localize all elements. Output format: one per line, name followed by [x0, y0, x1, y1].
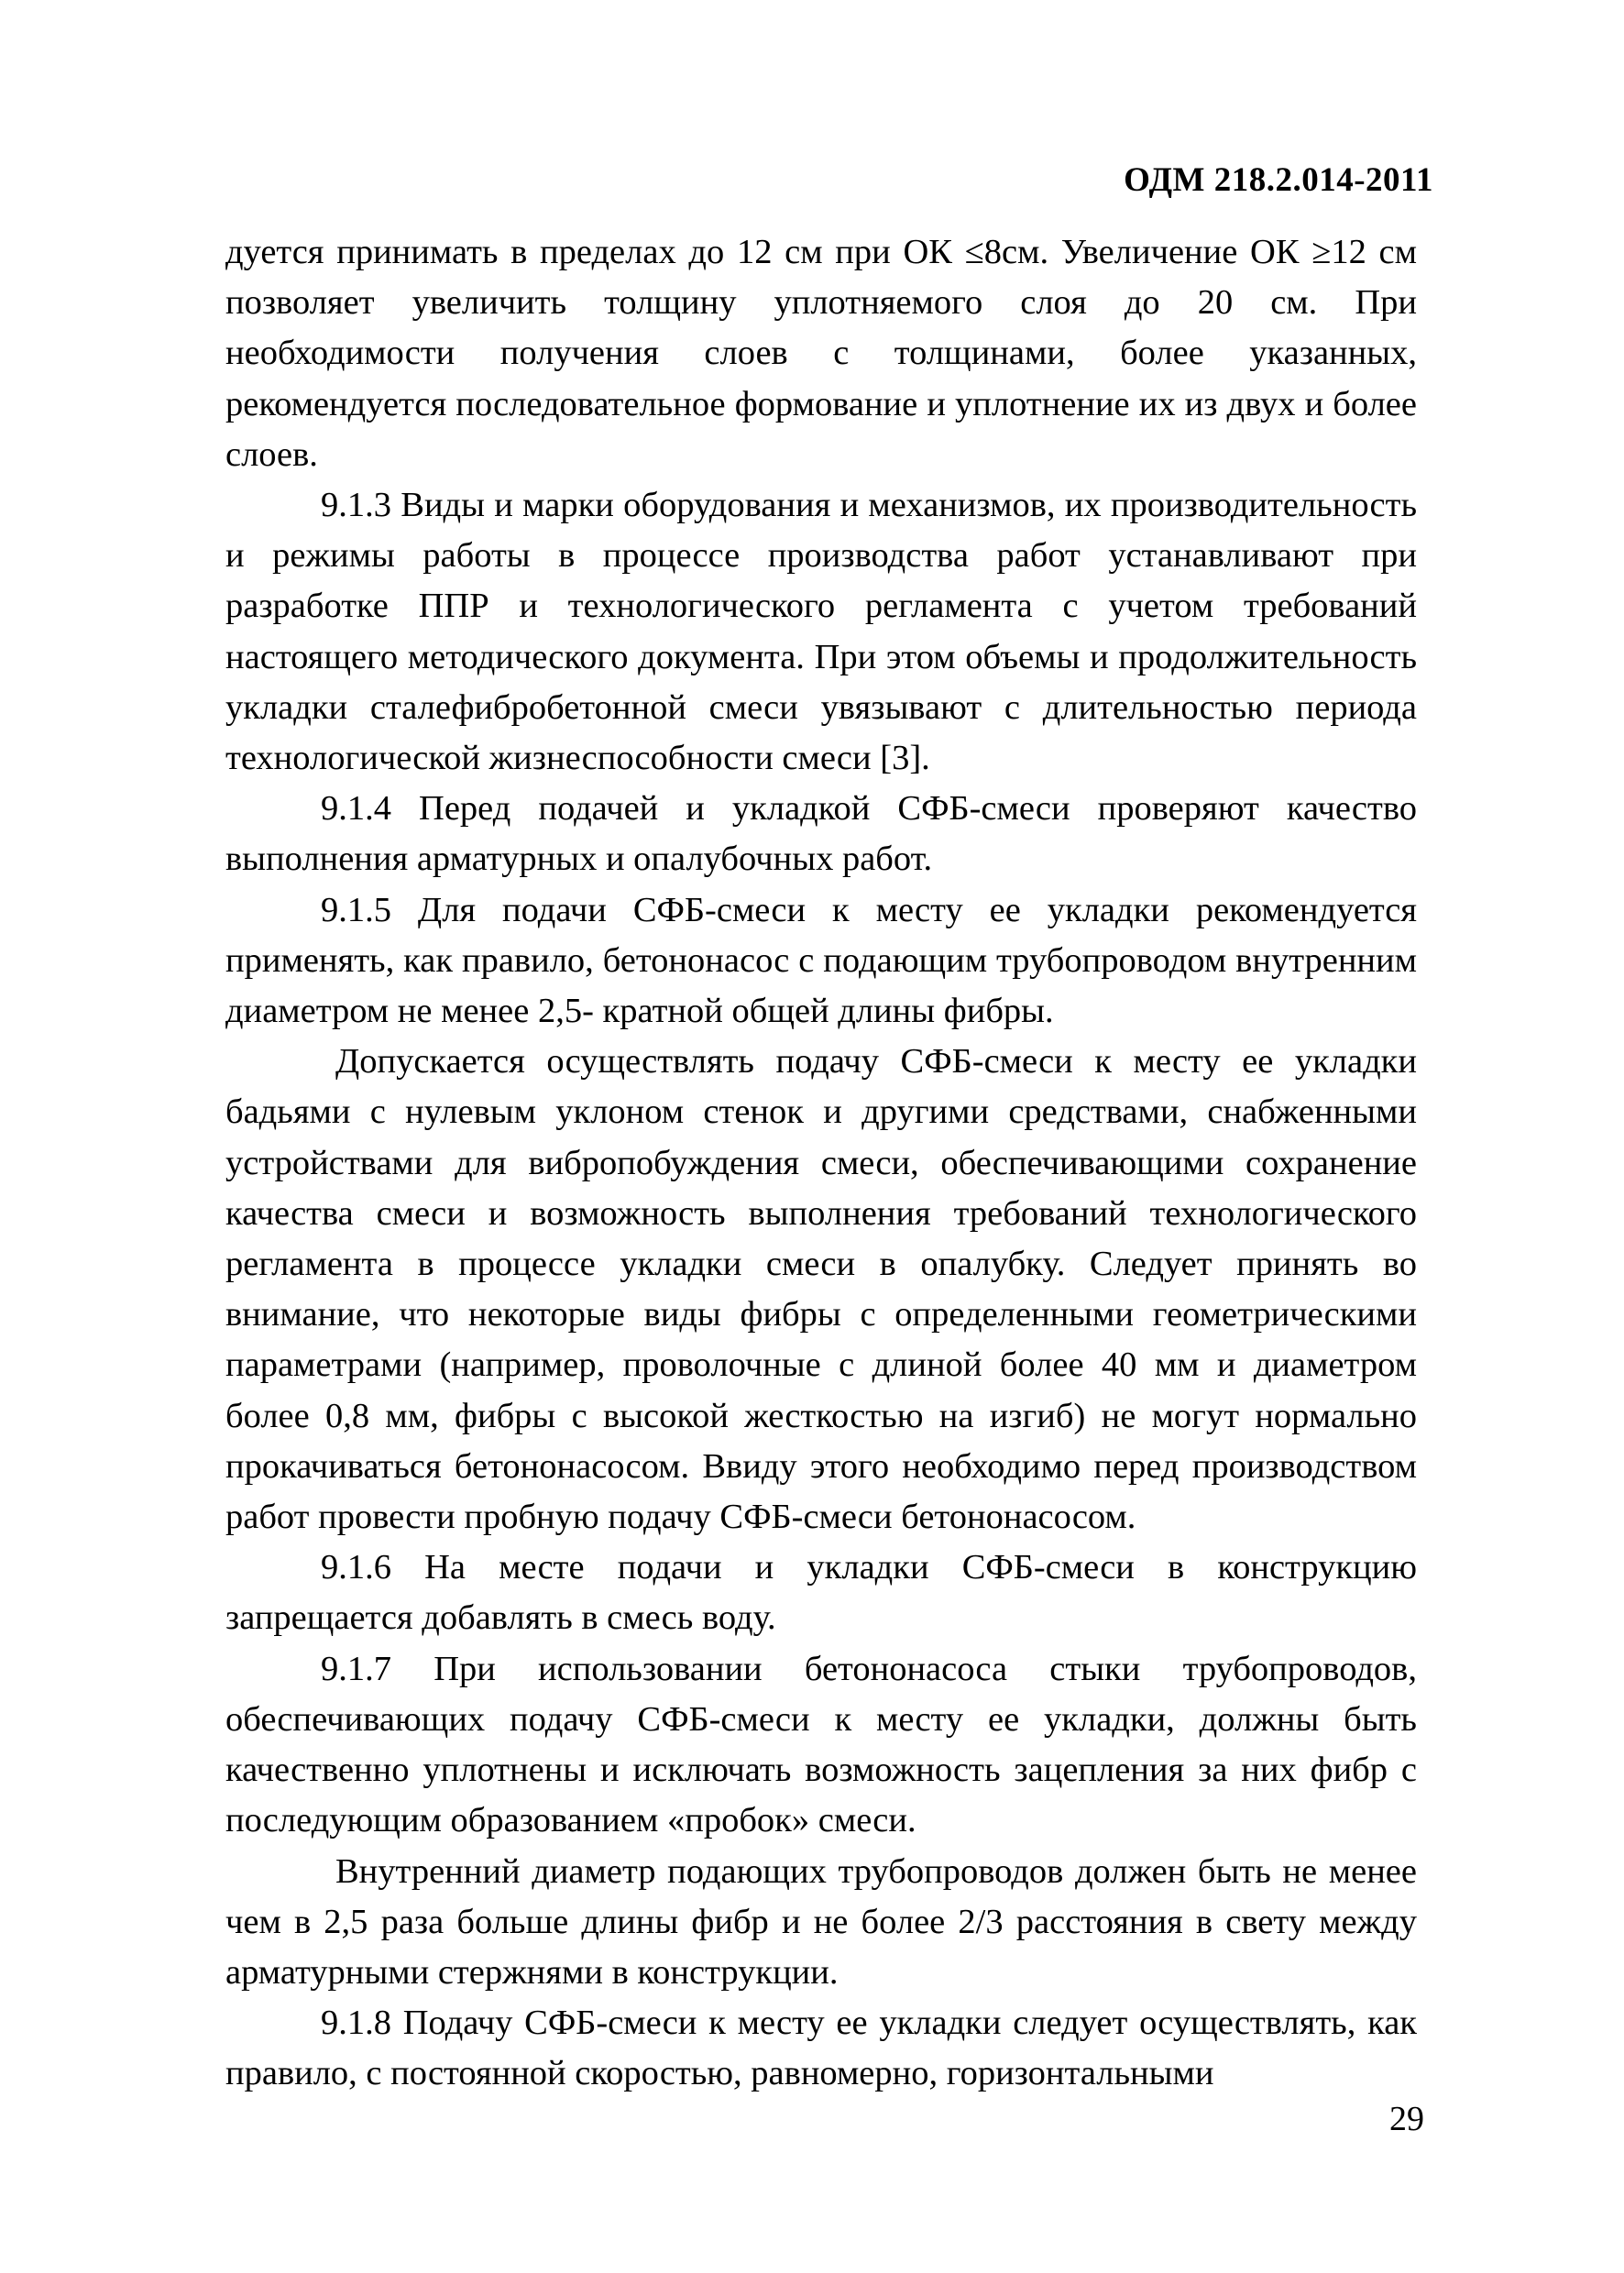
- paragraph-9-1-4: 9.1.4 Перед подачей и укладкой СФБ-смеси проверяют качество выполнения арматурных и опалубочных работ.: [225, 789, 1417, 879]
- page-number: 29: [1389, 2100, 1424, 2138]
- paragraph-9-1-5-note: Допускается осуществлять подачу СФБ-смеси к месту ее укладки бадьями с нулевым уклоном стенок и другими средствами, снабженными устройствами для вибропобуждения смеси, обеспечивающими сохранение качества смеси и возможность выполнения требований технологического регламента в процессе укладки смеси в опалубку. Следует принять во внимание, что некоторые виды фибры с определенными геометрическими параметрами (например, проволочные с длиной более 40 мм и диаметром более 0,8 мм, фибры с высокой жесткостью на изгиб) не могут нормально прокачиваться бетононасосом. Ввиду этого необходимо перед производством работ провести пробную подачу СФБ-смеси бетононасосом.: [225, 1042, 1417, 1537]
- paragraph-9-1-7: 9.1.7 При использовании бетононасоса стыки трубопроводов, обеспечивающих подачу СФБ-смеси к месту ее укладки, должны быть качественно уплотнены и исключать возможность зацепления за них фибр с последующим образованием «пробок» смеси.: [225, 1649, 1417, 1840]
- document-code-header: ОДМ 218.2.014-2011: [1124, 161, 1433, 199]
- paragraph-9-1-5: 9.1.5 Для подачи СФБ-смеси к месту ее укладки рекомендуется применять, как правило, бетононасос с подающим трубопроводом внутренним диаметром не менее 2,5- кратной общей длины фибры.: [225, 890, 1417, 1031]
- paragraph-9-1-7-note: Внутренний диаметр подающих трубопроводов должен быть не менее чем в 2,5 раза больше длины фибр и не более 2/3 расстояния в свету между арматурными стержнями в конструкции.: [225, 1851, 1417, 1992]
- paragraph-9-1-3: 9.1.3 Виды и марки оборудования и механизмов, их производительность и режимы работы в процессе производства работ устанавливают при разработке ППР и технологического регламента с учетом требований настоящего методического документа. При этом объемы и продолжительность укладки сталефибробетонной смеси увязывают с длительностью периода технологической жизнеспособности смеси [3].: [225, 486, 1417, 778]
- paragraph-continuation: дуется принимать в пределах до 12 см при ОК ≤8см. Увеличение ОК ≥12 см позволяет увеличить толщину уплотняемого слоя до 20 см. При необходимости получения слоев с толщинами, более указанных, рекомендуется последовательное формование и уплотнение их из двух и более слоев.: [225, 233, 1417, 474]
- paragraph-9-1-8: 9.1.8 Подачу СФБ-смеси к месту ее укладки следует осуществлять, как правило, с постоянной скоростью, равномерно, горизонтальными: [225, 2004, 1417, 2093]
- body-text: [225, 227, 1417, 2100]
- paragraph-9-1-6: 9.1.6 На месте подачи и укладки СФБ-смеси в конструкцию запрещается добавлять в смесь воду.: [225, 1548, 1417, 1638]
